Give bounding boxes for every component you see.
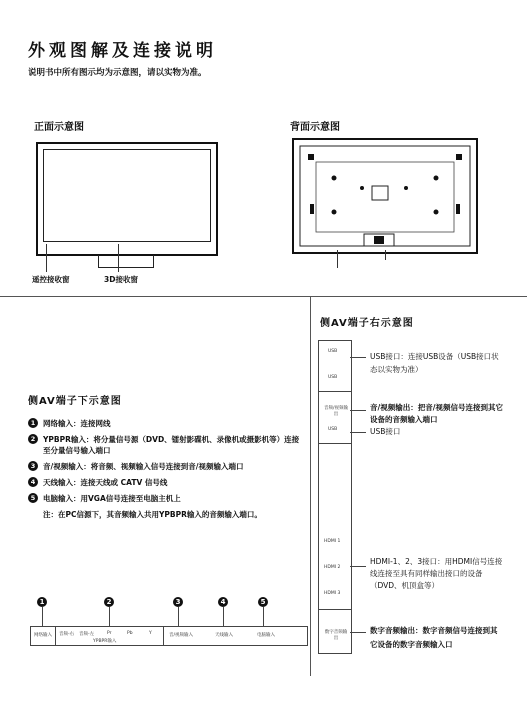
pointer-line: [223, 607, 224, 626]
bottom-side-heading: 侧AV端子下示意图: [28, 396, 122, 407]
panel-number-5: 5: [258, 597, 268, 607]
panel-number-1: 1: [37, 597, 47, 607]
page-title: 外观图解及连接说明: [28, 41, 217, 61]
port-label-audio-r: 音频-右: [59, 632, 75, 637]
remote-pointer-line: [46, 244, 47, 272]
back-view-heading: 背面示意图: [290, 122, 340, 133]
port-label-hdmi2: HDMI 2: [324, 565, 341, 570]
item-text: 天线输入：连接天线或 CATV 信号线: [43, 478, 168, 487]
port-label-av-out: 音频/视频输出: [323, 406, 349, 417]
tv-back-shape: [294, 140, 476, 252]
list-item: [28, 493, 304, 504]
panel-number-4: 4: [218, 597, 228, 607]
back-pointer-line-right: [385, 250, 386, 260]
panel-divider: [163, 627, 164, 645]
port-label-pc: 电脑输入: [257, 633, 275, 638]
pointer-line: [350, 566, 366, 567]
pointer-line: [178, 607, 179, 626]
item-number: 5: [28, 493, 38, 503]
pointer-line: [350, 357, 366, 358]
port-label-digital: 数字音频输出: [324, 630, 348, 641]
note-text: 注：在PC信源下，其音频输入共用YPBPR输入的音频输入端口。: [43, 510, 262, 519]
bottom-side-list: [28, 418, 304, 520]
item-text: YPBPR输入：将分量信号源（DVD、镭射影碟机、录像机或摄影机等）连接至分量信号输入端口: [43, 435, 300, 455]
port-label-hdmi3: HDMI 3: [324, 591, 341, 596]
panel-divider: [319, 443, 351, 444]
port-label-av: 音/视频输入: [169, 633, 194, 638]
port-label-usb2: USB: [328, 375, 338, 380]
right-port-panel: [318, 340, 352, 654]
front-view-heading: 正面示意图: [34, 122, 84, 133]
item-number: 1: [28, 418, 38, 428]
port-label-ant: 天线输入: [215, 633, 233, 638]
panel-number-2: 2: [104, 597, 114, 607]
item-number: 3: [28, 461, 38, 471]
threed-receiver-label: 3D接收窗: [104, 275, 138, 284]
vertical-divider: [310, 296, 311, 676]
item-number: 2: [28, 434, 38, 444]
port-label-usb1: USB: [328, 349, 338, 354]
av-out-description: 音/视频输出：把音/视频信号连接到其它设备的音频输入端口: [370, 403, 503, 424]
tv-front-stand: [98, 255, 154, 268]
threed-pointer-line: [118, 244, 119, 272]
pointer-line: [263, 607, 264, 626]
usb3-description: USB接口: [370, 427, 401, 436]
remote-receiver-label: 遥控接收窗: [32, 275, 70, 284]
pointer-line: [109, 607, 110, 626]
list-item: [28, 477, 304, 488]
port-label-usb3: USB: [328, 427, 338, 432]
digital-audio-description: 数字音频输出：数字音频信号连接到其它设备的数字音频输入口: [370, 626, 498, 649]
bottom-port-panel: [30, 626, 308, 646]
pointer-line: [350, 410, 366, 411]
panel-number-3: 3: [173, 597, 183, 607]
item-text: 音/视频输入：将音频、视频输入信号连接到音/视频输入端口: [43, 462, 244, 471]
port-label-pb: Pb: [127, 631, 133, 636]
port-label-ypbpr: YPBPR输入: [93, 639, 117, 644]
tv-front-diagram: [36, 142, 218, 256]
list-item: [28, 461, 304, 472]
list-item: [28, 418, 304, 429]
pointer-line: [350, 632, 366, 633]
panel-divider: [319, 391, 351, 392]
pointer-line: [350, 432, 366, 433]
item-text: 电脑输入：用VGA信号连接至电脑主机上: [43, 494, 181, 503]
tv-front-screen: [43, 149, 211, 242]
panel-divider: [319, 609, 351, 610]
right-side-heading: 侧AV端子右示意图: [320, 318, 414, 329]
item-text: 网络输入：连接网线: [43, 419, 111, 428]
hdmi-description: HDMI-1、2、3接口：用HDMI信号连接线连接至具有同样输出接口的设备（DVD、机顶盒等）: [370, 557, 503, 590]
port-label-hdmi1: HDMI 1: [324, 539, 341, 544]
panel-divider: [55, 627, 56, 645]
page-subtitle: 说明书中所有图示均为示意图，请以实物为准。: [28, 68, 207, 78]
back-pointer-line-left: [337, 250, 338, 268]
item-number: 4: [28, 477, 38, 487]
horizontal-divider: [0, 296, 527, 297]
port-label-y: Y: [149, 631, 152, 636]
port-label-audio-l: 音频-左: [79, 632, 95, 637]
usb-description: USB接口：连接USB设备（USB接口状态以实物为准）: [370, 352, 499, 374]
pointer-line: [42, 607, 43, 626]
list-item: [28, 434, 304, 456]
port-label-pr: Pr: [107, 631, 112, 636]
port-label-net: 网络输入: [34, 633, 52, 638]
tv-back-diagram: [292, 138, 478, 254]
